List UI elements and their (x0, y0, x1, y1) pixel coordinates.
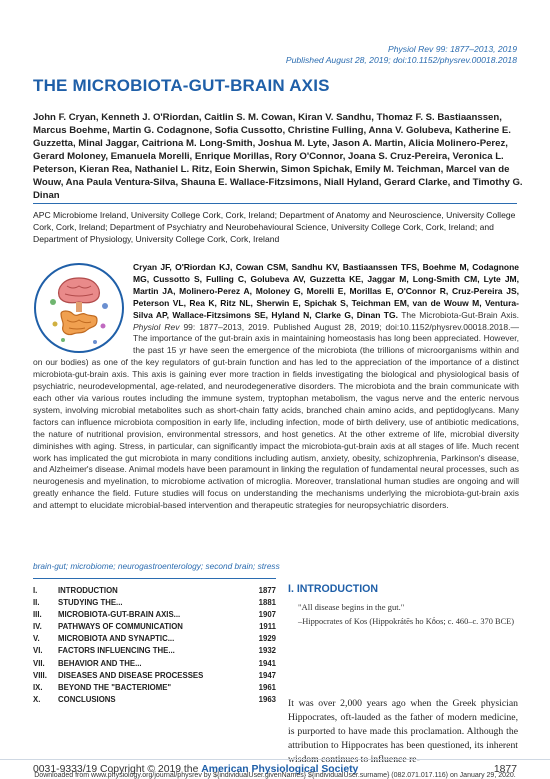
toc-item[interactable]: X. CONCLUSIONS 1963 (33, 694, 276, 704)
journal-citation: Physiol Rev 99: 1877–2013, 2019 (387, 44, 517, 54)
toc-item[interactable]: II. STUDYING THE... 1881 (33, 598, 276, 608)
page-number: 1877 (493, 764, 517, 775)
toc-item[interactable]: VII. BEHAVIOR AND THE... 1941 (33, 658, 276, 668)
table-of-contents (33, 585, 276, 706)
section-heading: I. INTRODUCTION (288, 583, 379, 595)
toc-item[interactable]: VI. FACTORS INFLUENCING THE... 1932 (33, 646, 276, 656)
introduction-section (288, 583, 518, 627)
affiliations: APC Microbiome Ireland, University College Cork, Cork, Ireland; Department of Anatomy and Neuroscience, University College Cork, Cork, Ireland; Department of Psychiatry and Neurobehavioural Science, University College Cork, Cork, Ireland; and Department of Physiology, University College Cork, Cork, Ireland (33, 210, 516, 245)
citation-title: The Microbiota-Gut-Brain Axis. (397, 309, 519, 320)
citation-authors: Cryan JF, O'Riordan KJ, Cowan CSM, Sandhu KV, Bastiaanssen TFS, Boehme M, Codagnone MG, Cussotto S, Fulling C, Golubeva AV, Guzzetta KE, Jaggar M, Long-Smith CM, Lyte JM, Martin JA, Molinero-Perez A, Moloney G, Morelli E, Morillas E, O'Connor R, Cruz-Pereira JS, Peterson VL, Rea K, Ritz NL, Sherwin E, Spichak S, Teichman EM, van de Wouw M, Ventura-Silva AP, Wallace-Fitzsimons SE, Hyland N, Clarke G, Dinan TG. (133, 262, 519, 320)
divider-toc (33, 578, 276, 579)
abstract (33, 262, 519, 512)
toc-item[interactable]: IV. PATHWAYS OF COMMUNICATION 1911 (33, 622, 276, 632)
journal-header (286, 44, 517, 66)
divider-footer (0, 759, 550, 760)
toc-item[interactable]: III. MICROBIOTA-GUT-BRAIN AXIS... 1907 (33, 610, 276, 620)
download-notice: Downloaded from www.physiology.org/journal/physrev by ${individualUser.givenNames} ${individualUser.surname} (082.071.017.116) on January 29, 2020. (34, 772, 516, 779)
toc-item[interactable]: IX. BEYOND THE "BACTERIOME" 1961 (33, 682, 276, 692)
society-name: American Physiological Society (201, 764, 359, 775)
epigraph-quote: "All disease begins in the gut." (298, 602, 405, 612)
keywords: brain-gut; microbiome; neurogastroenterology; second brain; stress (33, 561, 280, 571)
epigraph-source: –Hippocrates of Kos (Hippokrátēs ho Kṓos; c. 460–c. 370 BCE) (298, 617, 515, 626)
doi-line[interactable]: Published August 28, 2019; doi:10.1152/physrev.00018.2018 (285, 55, 517, 65)
divider-top (33, 203, 517, 204)
citation-rest: 99: 1877–2013, 2019. Published August 28, 2019; doi:10.1152/physrev.00018.2018.— (179, 321, 519, 332)
copyright-text: 0031-9333/19 Copyright © 2019 the (33, 764, 202, 775)
citation-journal: Physiol Rev (133, 321, 180, 332)
article-title: THE MICROBIOTA-GUT-BRAIN AXIS (33, 76, 330, 95)
author-list: John F. Cryan, Kenneth J. O'Riordan, Caitlin S. M. Cowan, Kiran V. Sandhu, Thomaz F. S. Bastiaanssen, Marcus Boehme, Martin G. Codagnone, Sofia Cussotto, Christine Fulling, Anna V. Golubeva, Katherine E. Guzzetta, Minal Jaggar, Caitriona M. Long-Smith, Joshua M. Lyte, Jason A. Martin, Alicia Molinero-Perez, Gerard Moloney, Emanuela Morelli, Enrique Morillas, Rory O'Connor, Joana S. Cruz-Pereira, Veronica L. Peterson, Kieran Rea, Nathaniel L. Ritz, Eoin Sherwin, Simon Spichak, Emily M. Teichman, Marcel van de Wouw, Ana Paula Ventura-Silva, Shauna E. Wallace-Fitzsimons, Niall Hyland, Gerard Clarke, and Timothy G. Dinan (33, 112, 523, 201)
gut-brain-logo (33, 262, 125, 354)
toc-item[interactable]: VIII. DISEASES AND DISEASE PROCESSES 1947 (33, 670, 276, 680)
toc-item[interactable]: I. INTRODUCTION 1877 (33, 586, 276, 595)
toc-item[interactable]: V. MICROBIOTA AND SYNAPTIC... 1929 (33, 634, 276, 644)
abstract-text: The importance of the gut-brain axis in maintaining homeostasis has long been appreciated. However, the past 15 yr have seen the emergence of the microbiota (the trillions of microorganisms within and on our bodies) as one of the key regulators of gut-brain function and has led to the appreciation of the importance of a distinct microbiota-gut-brain axis. This axis is gaining ever more traction in fields investigating the biological and physiological basis of psychiatric, neurodevelopmental, age-related, and neurodegenerative disorders. The microbiota and the brain communicate with each other via various routes including the immune system, tryptophan metabolism, the vagus nerve and the enteric nervous system, involving microbial metabolites such as short-chain fatty acids, branched chain amino acids, and peptidoglycans. Many factors can influence microbiota composition in early life, including infection, mode of birth delivery, use of antibiotic medications, the nature of nutritional provision, environmental stressors, and host genetics. At the other extreme of life, microbial diversity diminishes with aging. Stress, in particular, can significantly impact the microbiota-gut-brain axis at all stages of life. Much recent work has implicated the gut microbiota in many conditions including autism, anxiety, obesity, schizophrenia, Parkinson's disease, and Alzheimer's disease. Animal models have been paramount in linking the regulation of fundamental neural processes, such as neurogenesis and myelination, to microbiome activation of microglia. Moreover, translational human studies are ongoing and will greatly enhance the field. Future studies will focus on understanding the mechanisms underlying the microbiota-gut-brain axis and attempt to elucidate microbial-based intervention and therapeutic strategies for neuropsychiatric disorders. (33, 333, 519, 511)
body-paragraph: It was over 2,000 years ago when the Greek physician Hippocrates, oft-lauded as the father of modern medicine, is purported to have made this proclamation. Although the attribution to Hippocrates has been questioned, its inherent wisdom continues to influence re- (288, 698, 518, 765)
